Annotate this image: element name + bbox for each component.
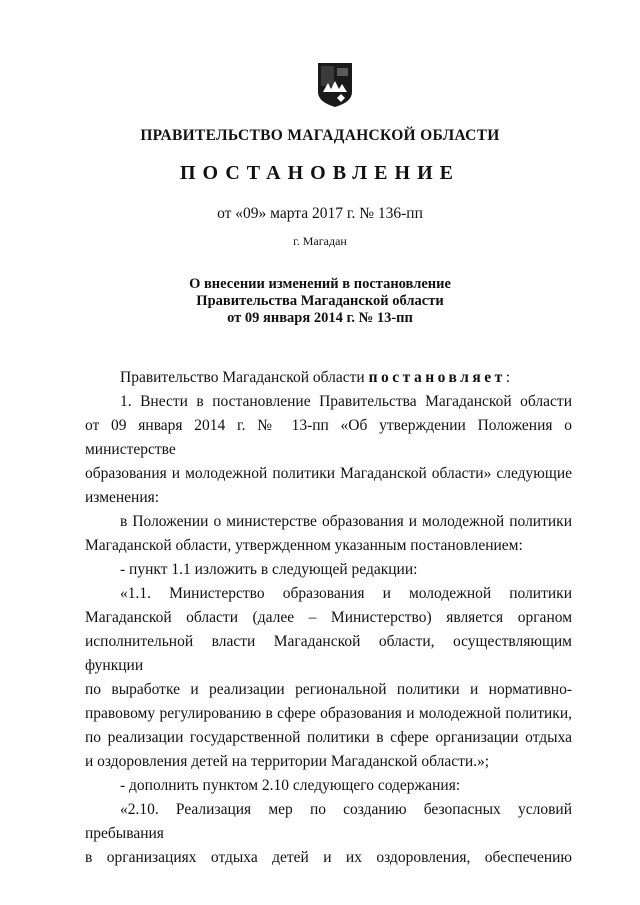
document-subject [0,276,640,327]
paragraph-line: 1. Внести в постановление Правительства Магаданской области [120,393,572,410]
government-name: ПРАВИТЕЛЬСТВО МАГАДАНСКОЙ ОБЛАСТИ [140,127,500,144]
paragraph-line: изменения: [85,489,160,506]
document-body [85,366,572,870]
paragraph-line: - дополнить пунктом 2.10 следующего содержания: [120,777,461,794]
paragraph-line: Магаданской области, утвержденном указанным постановлением: [85,537,523,554]
subject-line: Правительства Магаданской области [196,293,444,309]
paragraph-line: в организациях отдыха детей и их оздоровления, обеспечению [85,849,572,866]
document-city: г. Магадан [293,234,347,248]
paragraph-line: в Положении о министерстве образования и молодежной политики [120,513,572,530]
preamble-colon: : [505,369,511,386]
document-date-number: от «09» марта 2017 г. № 136-пп [217,205,423,222]
paragraph-line: «1.1. Министерство образования и молодежной политики [120,585,572,602]
paragraph-line: Магаданской области (далее – Министерство) является органом [85,609,572,626]
preamble-verb: постановляет [368,369,506,386]
paragraph-line: от 09 января 2014 г. № 13-пп «Об утверждении Положения о министерстве [85,417,572,458]
document-type: ПОСТАНОВЛЕНИЕ [180,162,460,184]
subject-line: О внесении изменений в постановление [189,276,451,292]
paragraph-line: образования и молодежной политики Магаданской области» следующие [85,465,572,482]
paragraph-line: «2.10. Реализация мер по созданию безопасных условий пребывания [85,801,572,842]
paragraph-line: - пункт 1.1 изложить в следующей редакции: [120,561,418,578]
paragraph-line: правовому регулированию в сфере образования и молодежной политики, [85,705,572,722]
paragraph-line: и оздоровления детей на территории Магаданской области.»; [85,753,490,770]
paragraph-line: исполнительной власти Магаданской области, осуществляющим функции [85,633,572,674]
preamble-text: Правительство Магаданской области [120,369,365,386]
preamble [85,366,572,390]
paragraph-line: по реализации государственной политики в сфере организации отдыха [85,729,572,746]
paragraph-line: по выработке и реализации региональной политики и нормативно- [85,681,572,698]
subject-line: от 09 января 2014 г. № 13-пп [227,310,413,326]
coat-of-arms-emblem [317,62,353,108]
